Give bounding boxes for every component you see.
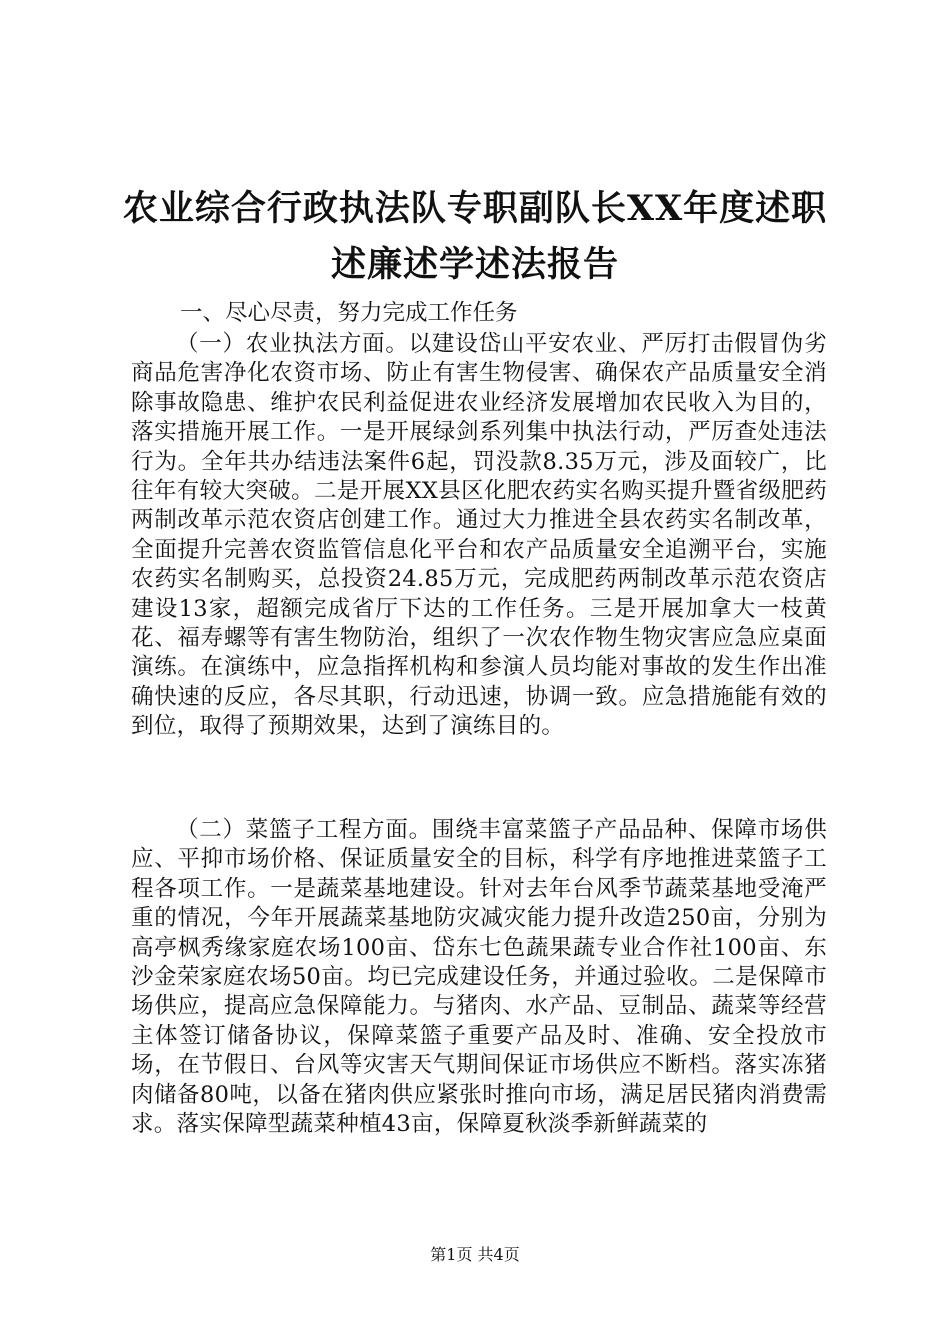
paragraph-vegetable-basket-project: （二）菜篮子工程方面。围绕丰富菜篮子产品品种、保障市场供应、平抑市场价格、保证质量安全的目标，科学有序地推进菜篮子工程各项工作。一是蔬菜基地建设。针对去年台风季节蔬菜基地受淹严重的情况，今年开展蔬菜基地防灾减灾能力提升改造250亩，分别为高亭枫秀缘家庭农场100亩、岱东七色蔬果蔬专业合作社100亩、东沙金荣家庭农场50亩。均已完成建设任务，并通过验收。二是保障市场供应，提高应急保障能力。与猪肉、水产品、豆制品、蔬菜等经营主体签订储备协议，保障菜篮子重要产品及时、准确、安全投放市场，在节假日、台风等灾害天气期间保证市场供应不断档。落实冻猪肉储备80吨，以备在猪肉供应紧张时推向市场，满足居民猪肉消费需求。落实保障型蔬菜种植43亩，保障夏秋淡季新鲜蔬菜的 xyxy=(131,817,827,1138)
section-heading: 一、尽心尽责，努力完成工作任务 xyxy=(180,300,518,326)
document-title-line-2: 述廉述学述法报告 xyxy=(330,244,619,285)
document-title-line-1: 农业综合行政执法队专职副队长XX年度述职 xyxy=(122,188,828,229)
paragraph-agricultural-enforcement: （一）农业执法方面。以建设岱山平安农业、严厉打击假冒伪劣商品危害净化农资市场、防止有害生物侵害、确保农产品质量安全消除事故隐患、维护农民利益促进农业经济发展增加农民收入为目的，落实措施开展工作。一是开展绿剑系列集中执法行动，严厉查处违法行为。全年共办结违法案件6起，罚没款8.35万元，涉及面较广，比往年有较大突破。二是开展XX县区化肥农药实名购买提升暨省级肥药两制改革示范农资店创建工作。通过大力推进全县农药实名制改革，全面提升完善农资监管信息化平台和农产品质量安全追溯平台，实施农药实名制购买，总投资24.85万元，完成肥药两制改革示范农资店建设13家，超额完成省厅下达的工作任务。三是开展加拿大一枝黄花、福寿螺等有害生物防治，组织了一次农作物生物灾害应急应桌面演练。在演练中，应急指挥机构和参演人员均能对事故的发生作出准确快速的反应，各尽其职，行动迅速，协调一致。应急措施能有效的到位，取得了预期效果，达到了演练目的。 xyxy=(131,331,827,740)
page-footer: 第1页 共4页 xyxy=(430,1245,520,1264)
